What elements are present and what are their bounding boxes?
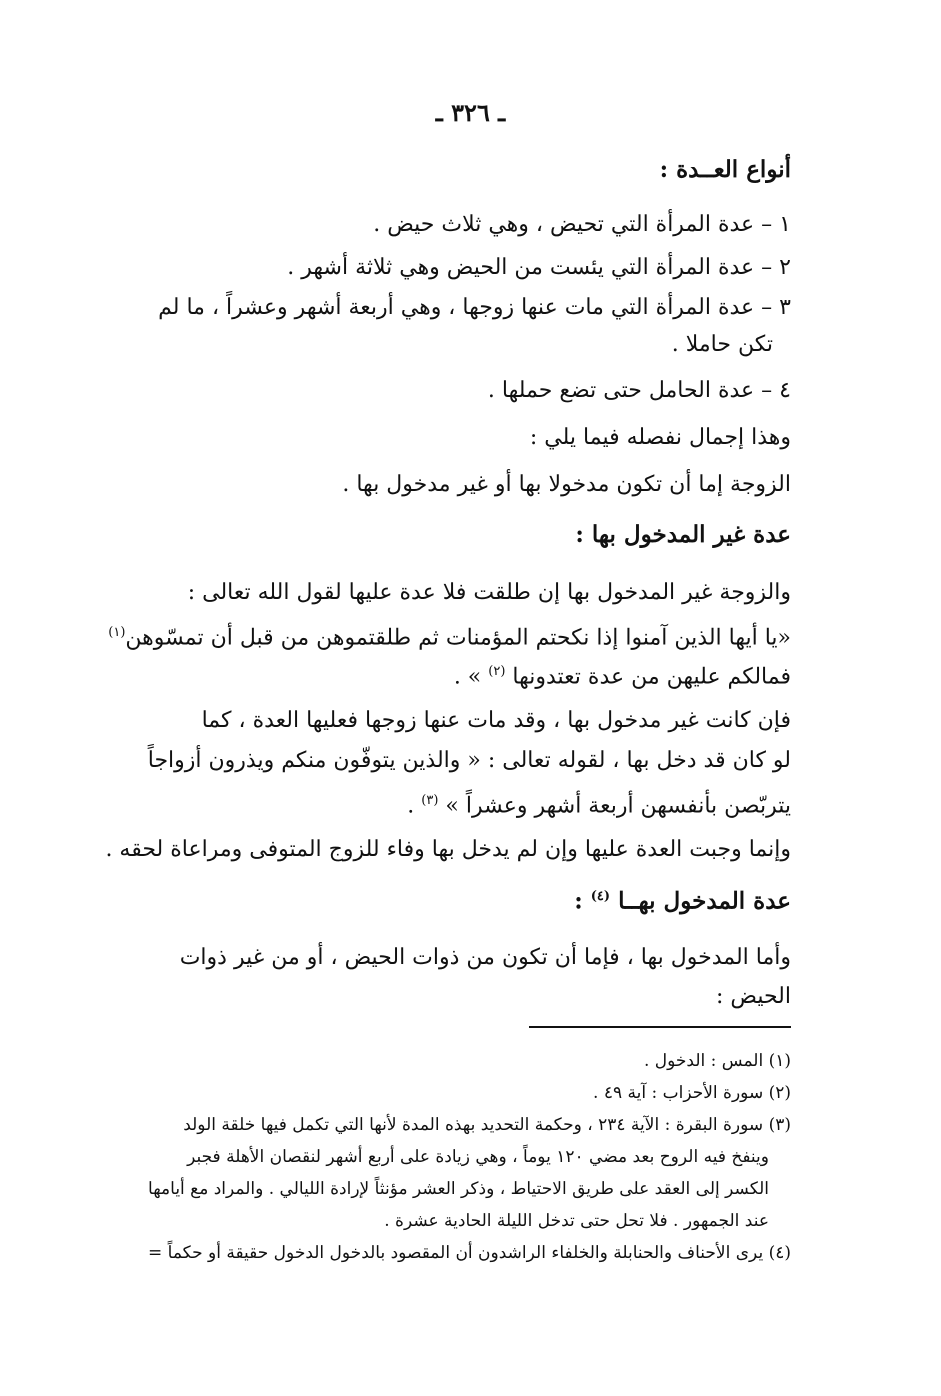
paragraph-4-line-2: الحيض : [715,984,791,1009]
period: . [407,793,415,819]
paragraph-2-line-1: فإن كانت غير مدخول بها ، وقد مات عنها زوجها فعليها العدة ، كما [201,708,791,733]
paragraph-2-line-3 [105,786,791,821]
quote-close: » . [453,664,482,690]
footnote-1: (١) المس : الدخول . [643,1051,791,1071]
paragraph-3-line-1: وإنما وجبت العدة عليها وإن لم يدخل بها وفاء للزوج المتوفى ومراعاة لحقه . [105,837,791,862]
list-item-3-line-2: تكن حاملا . [671,332,773,357]
footnote-ref-4: (٤) [590,889,611,904]
footnote-ref-3: (٣) [421,793,439,808]
heading-colon: : [574,887,583,915]
footnote-4: (٤) يرى الأحناف والحنابلة والخلفاء الراشدون أن المقصود بالدخول الدخول حقيقة أو حكماً = [148,1243,791,1263]
quran-verse-text: فمالكم عليهن من عدة تعتدونها [512,664,791,690]
heading-not-consummated: عدة غير المدخول بها : [575,521,791,548]
paragraph-1-line-3 [105,657,791,692]
paragraph-2-line-2: لو كان قد دخل بها ، لقوله تعالى : « والذين يتوفّون منكم ويذرون أزواجاً [147,748,791,773]
quran-verse-text: «يا أيها الذين آمنوا إذا نكحتم المؤمنات ثم طلقتموهن من قبل أن تمسّوهن [125,625,791,651]
footnote-ref-1: (١) [108,625,126,640]
heading-consummated [131,882,791,917]
list-item-2: ٢ – عدة المرأة التي يئست من الحيض وهي ثلاثة أشهر . [287,255,791,280]
footnote-2: (٢) سورة الأحزاب : آية ٤٩ . [593,1083,791,1103]
footnote-3-line-3: الكسر إلى العقد على طريق الاحتياط ، وذكر العشر مؤنثاً لإرادة الليالي . والمراد مع أيامها [148,1179,769,1199]
paragraph-1-line-1: والزوجة غير المدخول بها إن طلقت فلا عدة عليها لقول الله تعالى : [187,580,791,605]
footnote-ref-2: (٢) [488,664,506,679]
quran-verse-text: يتربّصن بأنفسهن أربعة أشهر وعشراً » [445,793,791,819]
page-number: ـ ٣٢٦ ـ [435,98,506,127]
summary-intro: وهذا إجمال نفصله فيما يلي : [529,425,791,450]
footnote-divider [529,1026,791,1028]
list-item-4: ٤ – عدة الحامل حتى تضع حملها . [487,378,791,403]
footnote-3-line-4: عند الجمهور . فلا تحل حتى تدخل الليلة الحادية عشرة . [384,1211,769,1231]
footnote-3-line-2: وينفخ فيه الروح بعد مضي ١٢٠ يوماً ، وهي زيادة على أربع أشهر لنقصان الأهلة فجبر [187,1147,769,1167]
list-item-3-line-1: ٣ – عدة المرأة التي مات عنها زوجها ، وهي أربعة أشهر وعشراً ، ما لم [158,295,791,320]
paragraph-1-line-2 [105,618,791,653]
footnote-3-line-1: (٣) سورة البقرة : الآية ٢٣٤ ، وحكمة التحديد بهذه المدة لأنها التي تكمل فيها خلقة الولد [183,1115,791,1135]
heading-types-of-iddah: أنواع العــدة : [659,156,791,183]
summary-line: الزوجة إما أن تكون مدخولا بها أو غير مدخول بها . [342,472,791,497]
list-item-1: ١ – عدة المرأة التي تحيض ، وهي ثلاث حيض . [373,212,791,237]
paragraph-4-line-1: وأما المدخول بها ، فإما أن تكون من ذوات الحيض ، أو من غير ذوات [179,945,791,970]
heading-text: عدة المدخول بهــا [618,887,791,915]
